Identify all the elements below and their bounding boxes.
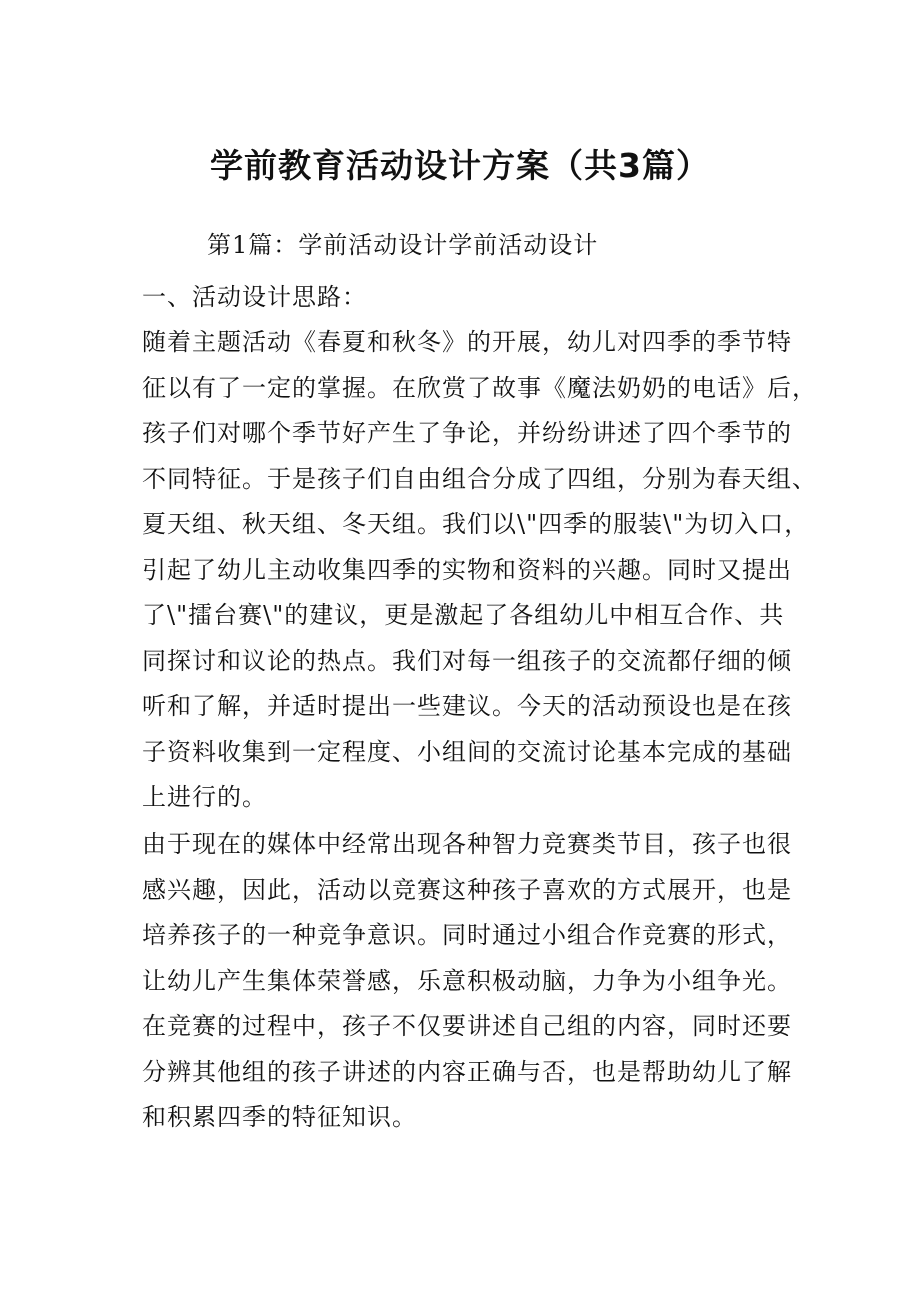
section-heading: 一、活动设计思路： [142, 283, 367, 311]
paragraph-line: 子资料收集到一定程度、小组间的交流讨论基本完成的基础 [142, 737, 792, 766]
chapter-subtitle: 第1篇：学前活动设计学前活动设计 [207, 231, 599, 259]
paragraph-line: 引起了幼儿主动收集四季的实物和资料的兴趣。同时又提出 [142, 555, 792, 584]
paragraph-line: 孩子们对哪个季节好产生了争论，并纷纷讲述了四个季节的 [142, 419, 792, 447]
paragraph-line: 了\"擂台赛\"的建议，更是激起了各组幼儿中相互合作、共 [142, 601, 785, 629]
paragraph-2 [142, 822, 792, 1141]
paragraph-line: 不同特征。于是孩子们自由组合分成了四组，分别为春天组、 [142, 464, 817, 493]
document-title: 学前教育活动设计方案（共3篇） [210, 146, 710, 185]
paragraph-line: 在竞赛的过程中，孩子不仅要讲述自己组的内容，同时还要 [142, 1012, 792, 1040]
paragraph-line: 上进行的。 [142, 783, 267, 811]
paragraph-line: 培养孩子的一种竞争意识。同时通过小组合作竞赛的形式， [142, 921, 792, 949]
paragraph-line: 征以有了一定的掌握。在欣赏了故事《魔法奶奶的电话》后， [142, 373, 817, 402]
paragraph-line: 分辨其他组的孩子讲述的内容正确与否，也是帮助幼儿了解 [142, 1057, 792, 1086]
paragraph-line: 让幼儿产生集体荣誉感，乐意积极动脑，力争为小组争光。 [142, 966, 792, 995]
paragraph-line: 由于现在的媒体中经常出现各种智力竞赛类节目，孩子也很 [142, 830, 792, 858]
paragraph-line: 随着主题活动《春夏和秋冬》的开展，幼儿对四季的季节特 [142, 328, 792, 356]
paragraph-line: 和积累四季的特征知识。 [142, 1103, 417, 1131]
paragraph-line: 感兴趣，因此，活动以竞赛这种孩子喜欢的方式展开，也是 [142, 875, 792, 904]
paragraph-line: 听和了解，并适时提出一些建议。今天的活动预设也是在孩 [142, 692, 792, 720]
paragraph-line: 夏天组、秋天组、冬天组。我们以\"四季的服装\"为切入口， [142, 510, 810, 538]
paragraph-1 [142, 320, 817, 821]
paragraph-line: 同探讨和议论的热点。我们对每一组孩子的交流都仔细的倾 [142, 646, 792, 675]
